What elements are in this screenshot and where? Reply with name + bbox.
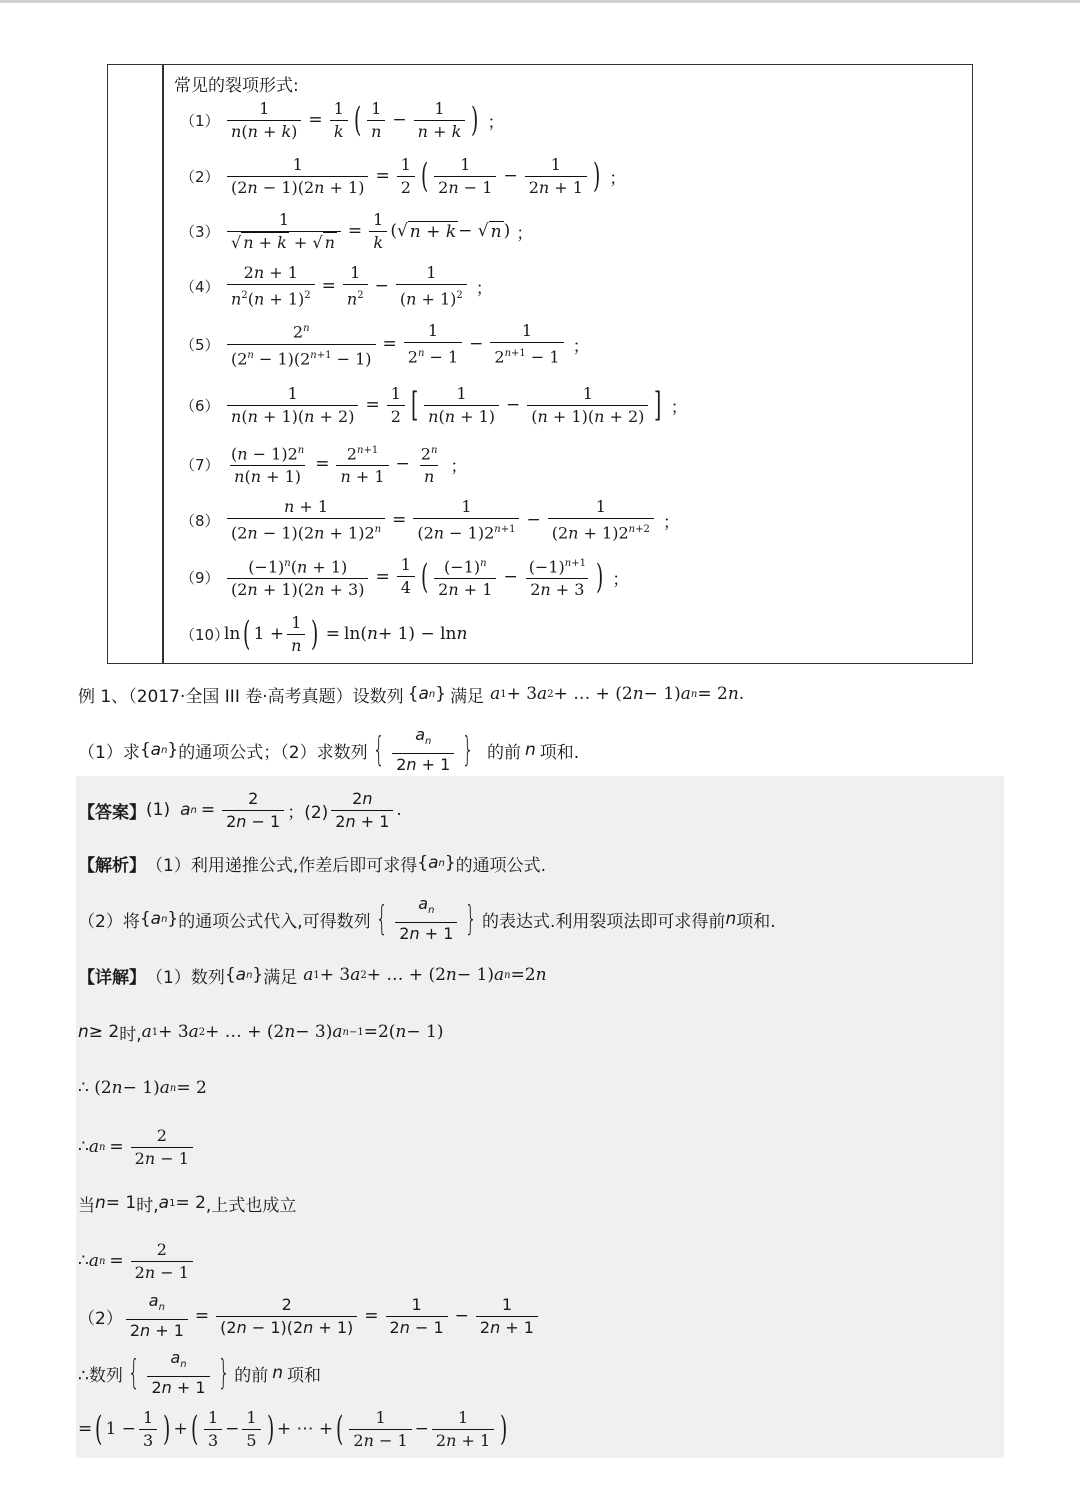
formula-row-1: （1） $\frac{1}{n(n + k)}$ = $\frac{1}{k}$ ( $\frac{1}{n}$ − $\frac{1}{n + k}$ ) ；: [180, 98, 505, 141]
detail-line-1: 【详解】 （1）数列 { a n } 满足 a 1 + 3 a 2 + … + (2 n − 1) a n =2 n: [78, 965, 547, 988]
formula-row-8: （8） $\frac{n + 1}{(2n - 1)(2n + 1)2^n}$ = $\frac{1}{(2n - 1)2^{n+1}}$ − $\frac{1}{(2n + 1)2^{n+2}}$ ；: [180, 496, 680, 543]
detail-line-3: ∴ (2 n − 1) a n = 2: [78, 1078, 207, 1098]
formula: $\frac{1}{n(n + 1)(n + 2)}$ = $\frac{1}{2}$ [ $\frac{1}{n(n + 1)}$ − $\frac{1}{(n + 1)(n + 2)}$ ]: [224, 383, 665, 428]
formula-row-9: （9） $\frac{(-1)^n(n + 1)}{(2n + 1)(2n + 3)}$ = $\frac{1}{4}$ ( $\frac{(-1)^n}{2n + 1}$ − $\frac{(-1)^{n+1}}{2n + 3}$ ) ；: [180, 552, 629, 602]
formula-number: （1）: [180, 111, 220, 130]
table-heading: 常见的裂项形式:: [174, 76, 299, 96]
formula-row-10: [180, 609, 467, 659]
detail-line-9: = ( 1 − $\frac{1}{3}$ ) + ( $\frac{1}{3}$ − $\frac{1}{5}$ ) + ⋯ + ( $\frac{1}{2n - 1}$ − $\frac{1}{2n + 1}$ ): [78, 1407, 508, 1450]
formula-number: （5）: [180, 335, 220, 354]
analysis-line-2: （2）将 { a n } 的通项公式代入,可得数列 { $\frac{a_n}{2n + 1}$ } 的表达式.利用裂项法即可求得前 n 项和.: [78, 893, 776, 944]
formula-row-7: （7） $\frac{(n - 1)2^n}{n(n + 1)}$ = $\frac{2^{n+1}}{n + 1}$ − $\frac{2^n}{n}$ ；: [180, 439, 467, 489]
formula-number: （10）: [180, 625, 230, 644]
formula: $\frac{n + 1}{(2n - 1)(2n + 1)2^n}$ = $\frac{1}{(2n - 1)2^{n+1}}$ − $\frac{1}{(2n + 1)2^{n+2}}$: [224, 496, 657, 544]
formula: ln ( 1 + $\frac{1}{n}$ ) = ln( n + 1) − ln n: [224, 612, 468, 655]
formula: $\frac{1}{√ n + k + √ n}$ = $\frac{1}{k}$ (√ n + k − √ n ): [224, 209, 510, 254]
formula-number: （9）: [180, 568, 220, 587]
formula-row-3: （3） $\frac{1}{√ n + k + √ n}$ = $\frac{1}{k}$ (√ n + k − √ n ) ；: [180, 209, 534, 252]
detail-line-2: n ≥ 2 时, a 1 + 3 a 2 + … + (2 n − 3) a n−1 =2( n − 1): [78, 1022, 444, 1045]
formula-number: （8）: [180, 511, 220, 530]
formula-table: [107, 64, 973, 664]
formula-row-2: （2） $\frac{1}{(2n - 1)(2n + 1)}$ = $\frac{1}{2}$ ( $\frac{1}{2n - 1}$ − $\frac{1}{2n + 1}$ ) ；: [180, 154, 627, 197]
analysis-line-1: 【解析】 （1）利用递推公式,作差后即可求得 { a n } 的通项公式.: [78, 853, 547, 876]
formula: $\frac{(n - 1)2^n}{n(n + 1)}$ = $\frac{2^{n+1}}{n + 1}$ − $\frac{2^n}{n}$: [231, 444, 438, 487]
detail-line-4: ∴ a n = $\frac{2}{2n - 1}$: [78, 1122, 196, 1172]
detail-line-6: ∴ a n = $\frac{2}{2n - 1}$: [78, 1236, 196, 1286]
formula: $\frac{1}{(2n - 1)(2n + 1)}$ = $\frac{1}{2}$ ( $\frac{1}{2n - 1}$ − $\frac{1}{2n + 1}$ ): [224, 154, 603, 199]
formula: $\frac{2n + 1}{n^2(n + 1)^2}$ = $\frac{1}{n^2}$ − $\frac{1}{(n + 1)^2}$: [224, 262, 470, 310]
formula-number: （4）: [180, 277, 220, 296]
formula-row-5: （5） $\frac{2^n}{(2^n - 1)(2^{n+1} - 1)}$ = $\frac{1}{2^n - 1}$ − $\frac{1}{2^{n+1} - 1}$ ；: [180, 319, 590, 369]
formula-number: （3）: [180, 222, 220, 241]
table-column-divider: [162, 65, 164, 663]
top-border: [0, 0, 1080, 3]
formula: $\frac{(-1)^n(n + 1)}{(2n + 1)(2n + 3)}$ = $\frac{1}{4}$ ( $\frac{(-1)^n}{2n + 1}$ − $\frac{(-1)^{n+1}}{2n + 3}$ ): [224, 553, 606, 601]
formula-number: （7）: [180, 455, 220, 474]
example-title: 例 1、（2017·全国 III 卷·高考真题）设数列 { a n } 满足 a 1 + 3 a 2 + … + (2 n − 1) a n = 2 n .: [78, 684, 745, 707]
detail-line-8: ∴数列 { $\frac{a_n}{2n + 1}$ } 的前 n 项和: [78, 1347, 321, 1398]
formula-number: （2）: [180, 167, 220, 186]
detail-line-5: 当 n = 1 时, a 1 = 2 ,上式也成立: [78, 1193, 297, 1216]
formula-row-6: （6） $\frac{1}{n(n + 1)(n + 2)}$ = $\frac{1}{2}$ [ $\frac{1}{n(n + 1)}$ − $\frac{1}{(n + 1)(n + 2)}$ ] ；: [180, 383, 688, 426]
answer-line: 【答案】 (1) a n = $\frac{2}{2n - 1}$ ；(2) $\frac{2n}{2n + 1}$ .: [78, 788, 402, 831]
formula-number: （6）: [180, 396, 220, 415]
formula-row-4: （4） $\frac{2n + 1}{n^2(n + 1)^2}$ = $\frac{1}{n^2}$ − $\frac{1}{(n + 1)^2}$ ；: [180, 262, 493, 309]
formula: $\frac{2^n}{(2^n - 1)(2^{n+1} - 1)}$ = $\frac{1}{2^n - 1}$ − $\frac{1}{2^{n+1} - 1}$: [224, 318, 567, 370]
example-question: （1）求 { a n } 的通项公式；（2）求数列 { $\frac{a_n}{2n + 1}$ } 的前 n 项和.: [78, 724, 580, 775]
formula: $\frac{1}{n(n + k)}$ = $\frac{1}{k}$ ( $\frac{1}{n}$ − $\frac{1}{n + k}$ ): [224, 98, 482, 143]
detail-line-7: （2） $\frac{a_n}{2n + 1}$ = $\frac{2}{(2n - 1)(2n + 1)}$ = $\frac{1}{2n - 1}$ − $\frac{1}{2n + 1}$: [78, 1291, 541, 1341]
